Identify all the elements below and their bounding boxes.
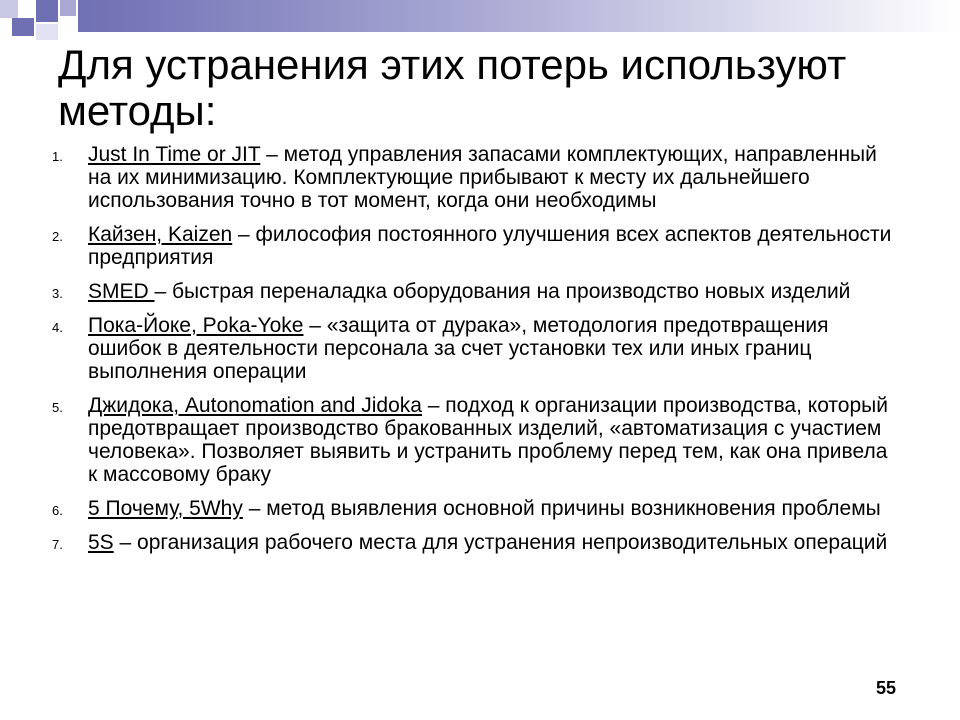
method-description: – быстрая переналадка оборудования на производство новых изделий — [154, 280, 851, 303]
list-item — [52, 394, 902, 486]
slide-title: Для устранения этих потерь используют методы: — [58, 41, 847, 134]
method-link[interactable]: Just In Time or JIT — [88, 143, 261, 166]
method-link[interactable]: Джидока, Autonomation and Jidoka — [88, 394, 422, 417]
deco-square — [36, 24, 58, 40]
item-number: 7. — [52, 537, 63, 552]
method-link[interactable]: Кайзен, Kaizen — [88, 223, 233, 246]
top-gradient-bar — [78, 0, 960, 32]
list-item — [52, 531, 902, 554]
list-item — [52, 143, 902, 212]
method-description: – философия постоянного улучшения всех аспектов деятельности предприятия — [88, 223, 892, 269]
method-description: – метод выявления основной причины возникновения проблемы — [242, 497, 881, 520]
deco-square — [0, 0, 18, 18]
method-link[interactable]: Пока-Йоке, Poka-Yoke — [88, 314, 304, 337]
item-number: 2. — [52, 229, 63, 244]
page-number: 55 — [876, 678, 897, 698]
method-description: – организация рабочего места для устранения непроизводительных операций — [113, 531, 888, 554]
item-number: 4. — [52, 320, 63, 335]
deco-square — [60, 0, 76, 16]
method-description: – метод управления запасами комплектующих, направленный на их минимизацию. Комплектующие прибывают к месту их дальнейшего использования точно в тот момент, когда они необходимы — [88, 143, 877, 212]
methods-list — [52, 143, 902, 565]
method-link[interactable]: 5S — [88, 531, 114, 554]
list-item — [52, 280, 902, 303]
method-link[interactable]: SMED — [88, 280, 155, 303]
deco-square — [12, 18, 34, 36]
item-number: 5. — [52, 400, 63, 415]
list-item — [52, 314, 902, 383]
item-number: 6. — [52, 503, 63, 518]
list-item — [52, 223, 902, 269]
method-link[interactable]: 5 Почему, 5Why — [88, 497, 243, 520]
item-number: 3. — [52, 286, 63, 301]
method-description: – «защита от дурака», методология предотвращения ошибок в деятельности персонала за счет установки тех или иных границ выполнения операции — [88, 314, 829, 383]
item-number: 1. — [52, 149, 63, 164]
method-description: – подход к организации производства, который предотвращает производство бракованных изделий, «автоматизация с участием человека». Позволяет выявить и устранить проблему перед тем, как она привела к массовому браку — [88, 394, 888, 486]
deco-square — [36, 0, 58, 22]
list-item — [52, 497, 902, 520]
